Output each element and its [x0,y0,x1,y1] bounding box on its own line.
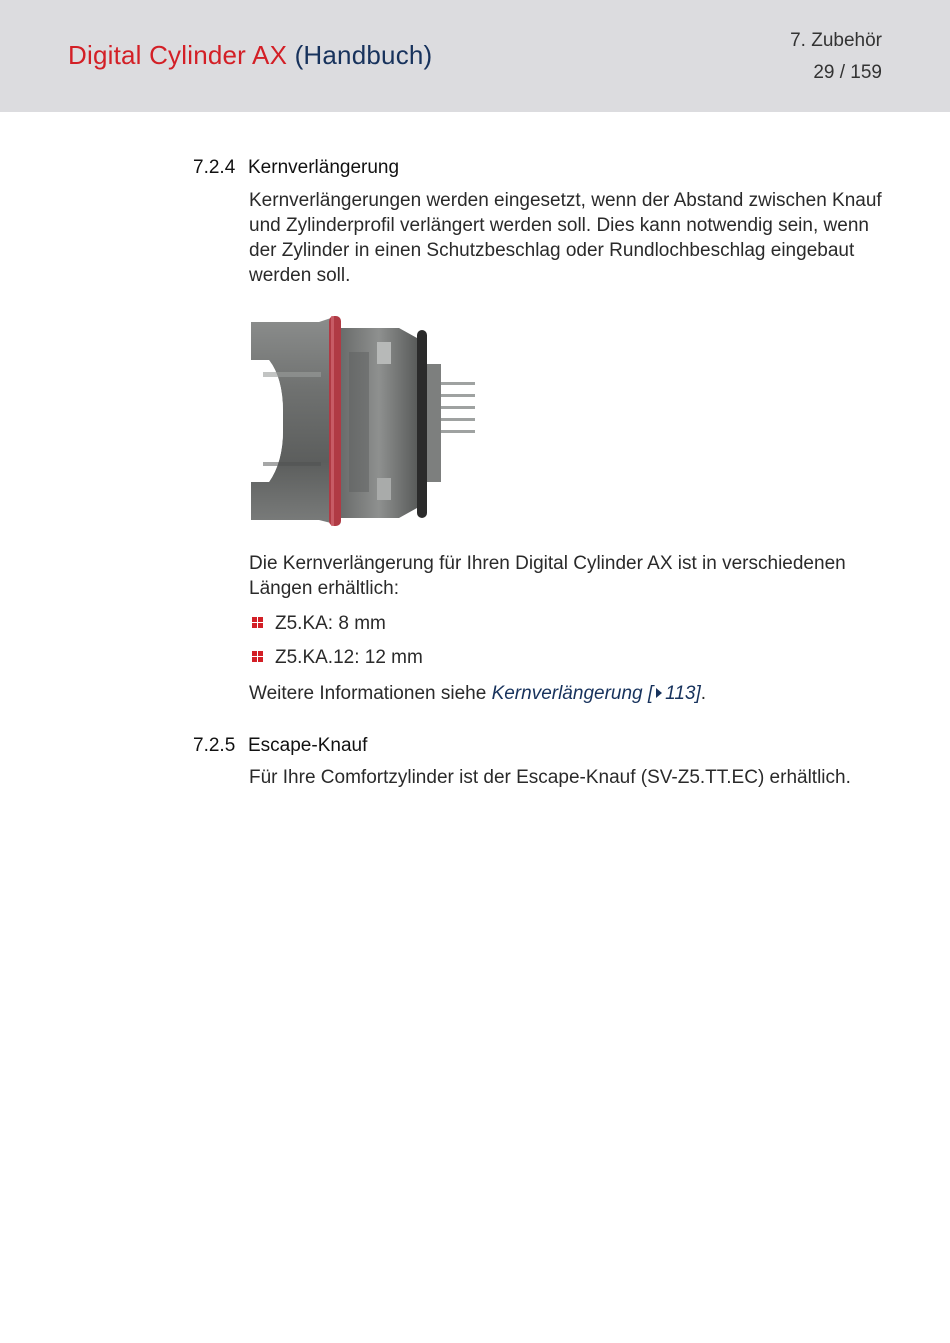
link-page: 113] [665,683,701,704]
list-item-text: Z5.KA: 8 mm [275,613,386,634]
chapter-label: 7. Zubehör [790,30,882,51]
list-item [252,647,423,669]
page-header [0,0,950,112]
cross-reference-link[interactable] [492,683,701,704]
section-title: Kernverlängerung [248,157,400,178]
red-four-squares-icon [252,617,263,628]
more-info-prefix: Weitere Informationen siehe [249,683,492,704]
link-text: Kernverlängerung [ [491,683,654,704]
document-title-suffix: (Handbuch) [294,40,433,70]
list-item-text: Z5.KA.12: 12 mm [275,647,423,668]
availability-paragraph: Die Kernverlängerung für Ihren Digital Cylinder AX ist in verschiedenen Längen erhältlich: [249,553,846,599]
section-title: Escape-Knauf [248,735,368,756]
intro-paragraph: Kernverlängerungen werden eingesetzt, wenn der Abstand zwischen Knauf und Zylinderprofil verlängert werden soll. Dies kann notwendig sein, wenn der Zylinder in einen Schutzbeschlag oder Rundlochbeschlag eingebaut werden soll. [249,190,882,286]
escape-paragraph: Für Ihre Comfortzylinder ist der Escape-Knauf (SV-Z5.TT.EC) erhältlich. [249,767,851,788]
document-title [68,40,432,71]
core-extension-photo [249,312,477,530]
document-title-brand: Digital Cylinder AX [68,40,288,70]
section-number: 7.2.5 [193,735,236,756]
section-number: 7.2.4 [193,157,236,178]
list-item [252,613,386,635]
triangle-right-icon [655,687,663,699]
page-number: 29 / 159 [813,62,882,83]
section-heading-escape-knauf [193,735,367,757]
more-info-suffix: . [700,683,707,704]
red-four-squares-icon [252,651,263,662]
section-heading-kernverlaengerung [193,157,399,179]
more-info-line [249,681,889,706]
